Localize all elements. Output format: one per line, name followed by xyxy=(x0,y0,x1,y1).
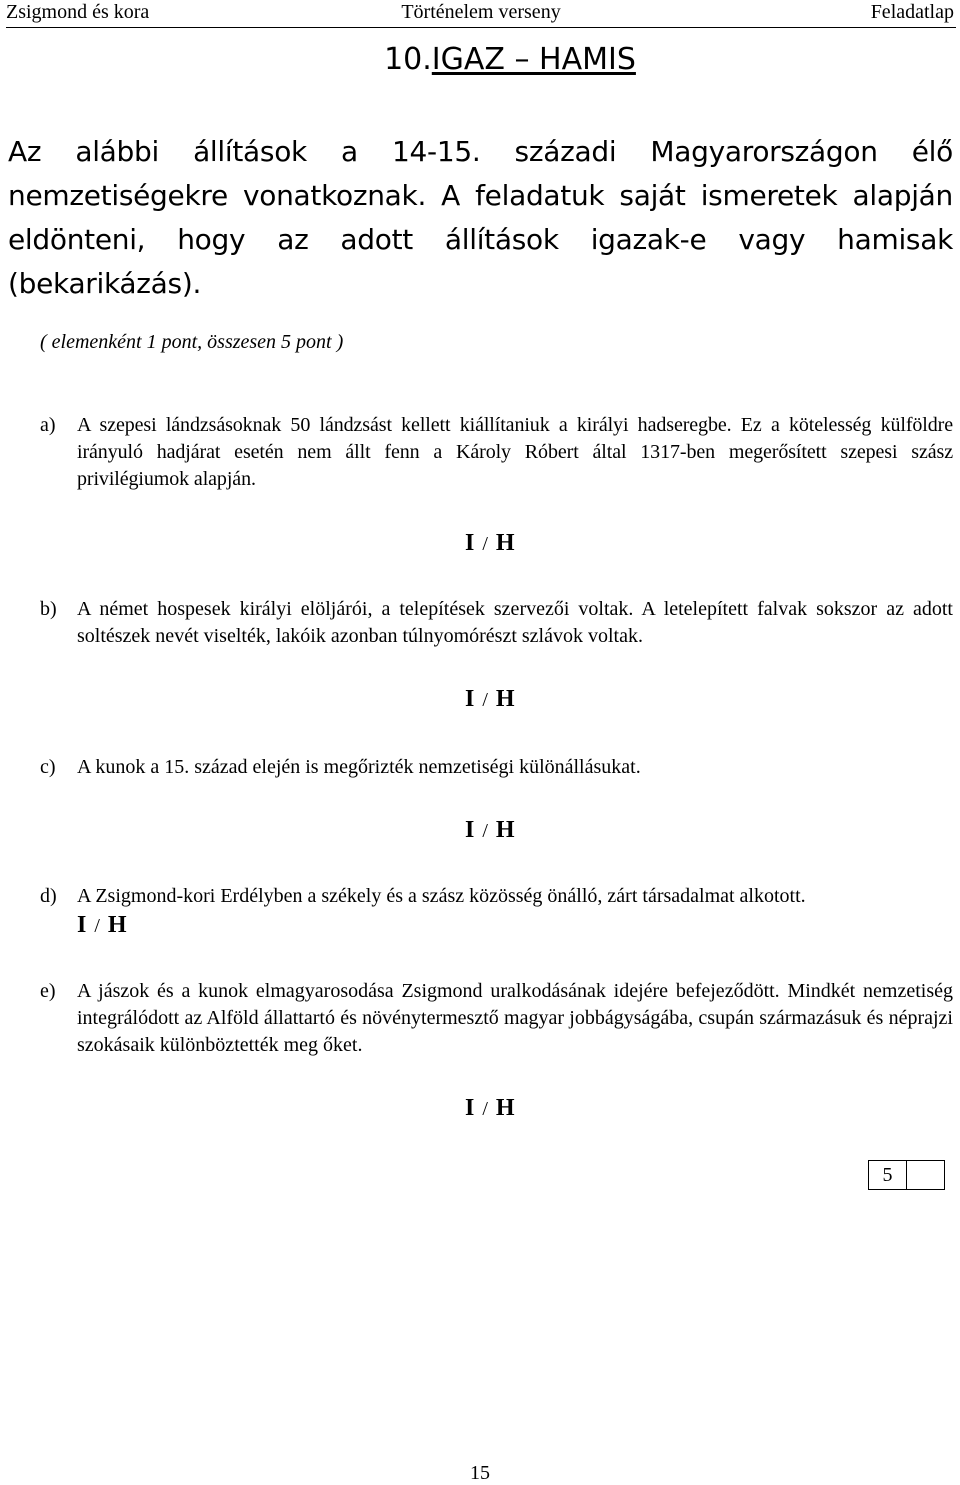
true-option[interactable]: I xyxy=(465,1095,475,1121)
false-option[interactable]: H xyxy=(495,1095,515,1121)
statement-b xyxy=(40,596,953,650)
slash-separator: / xyxy=(482,689,488,711)
true-option[interactable]: I xyxy=(465,530,475,556)
score-earned[interactable] xyxy=(907,1161,944,1189)
score-max: 5 xyxy=(869,1161,907,1189)
statement-text: A Zsigmond-kori Erdélyben a székely és a szász közösség önálló, zárt társadalmat alkotott. xyxy=(77,885,806,907)
statement-label: c) xyxy=(40,756,56,778)
answer-choice-b[interactable] xyxy=(465,686,515,713)
statement-label: b) xyxy=(40,598,57,620)
page-number: 15 xyxy=(470,1462,490,1484)
true-option[interactable]: I xyxy=(77,912,87,938)
statement-c xyxy=(40,754,953,781)
answer-choice-e[interactable] xyxy=(465,1095,515,1122)
slash-separator: / xyxy=(482,1098,488,1120)
false-option[interactable]: H xyxy=(495,686,515,712)
true-option[interactable]: I xyxy=(465,817,475,843)
statement-text: A jászok és a kunok elmagyarosodása Zsigmond uralkodásának idejére befejeződött. Mindkét nemzetiség integrálódott az Alföld állattartó és növénytermesztő magyar jobbágyságába, csupán származásuk és néprajzi szokásaik különböztették meg őket. xyxy=(77,980,953,1056)
task-number: 10. xyxy=(384,42,432,77)
page-header xyxy=(6,0,956,28)
false-option[interactable]: H xyxy=(495,817,515,843)
header-center: Történelem verseny xyxy=(401,1,561,23)
false-option[interactable]: H xyxy=(107,912,127,938)
statement-text: A szepesi lándzsásoknak 50 lándzsást kellett kiállítaniuk a királyi hadseregbe. Ez a kötelesség külföldre irányuló hadjárat esetén nem állt fenn a Károly Róbert által 1317-ben megerősített szepesi szász privilégiumok alapján. xyxy=(77,414,953,490)
statement-label: e) xyxy=(40,980,56,1002)
task-title-text: IGAZ – HAMIS xyxy=(431,42,636,77)
false-option[interactable]: H xyxy=(495,530,515,556)
slash-separator: / xyxy=(94,915,100,937)
slash-separator: / xyxy=(482,533,488,555)
statement-text: A kunok a 15. század elején is megőrizték nemzetiségi különállásukat. xyxy=(77,756,641,778)
task-title xyxy=(0,42,960,77)
statement-label: d) xyxy=(40,885,57,907)
answer-choice-d[interactable] xyxy=(77,912,127,939)
answer-choice-c[interactable] xyxy=(465,817,515,844)
header-right: Feladatlap xyxy=(870,1,954,23)
statement-d xyxy=(40,883,953,910)
true-option[interactable]: I xyxy=(465,686,475,712)
statement-e xyxy=(40,978,953,1059)
statement-text: A német hospesek királyi elöljárói, a telepítések szervezői voltak. A letelepített falvak sokszor az adott soltészek nevét viselték, lakóik azonban túlnyomórészt szlávok voltak. xyxy=(77,598,953,647)
header-left: Zsigmond és kora xyxy=(6,1,150,23)
points-note: ( elemenként 1 pont, összesen 5 pont ) xyxy=(40,331,344,353)
task-intro: Az alábbi állítások a 14-15. századi Magyarországon élő nemzetiségekre vonatkoznak. A feladatuk saját ismeretek alapján eldönteni, hogy az adott állítások igazak-e vagy hamisak (bekarikázás). xyxy=(8,135,953,300)
answer-choice-a[interactable] xyxy=(465,530,515,557)
slash-separator: / xyxy=(482,820,488,842)
score-box xyxy=(868,1160,945,1190)
statement-a xyxy=(40,412,953,493)
statement-label: a) xyxy=(40,414,56,436)
